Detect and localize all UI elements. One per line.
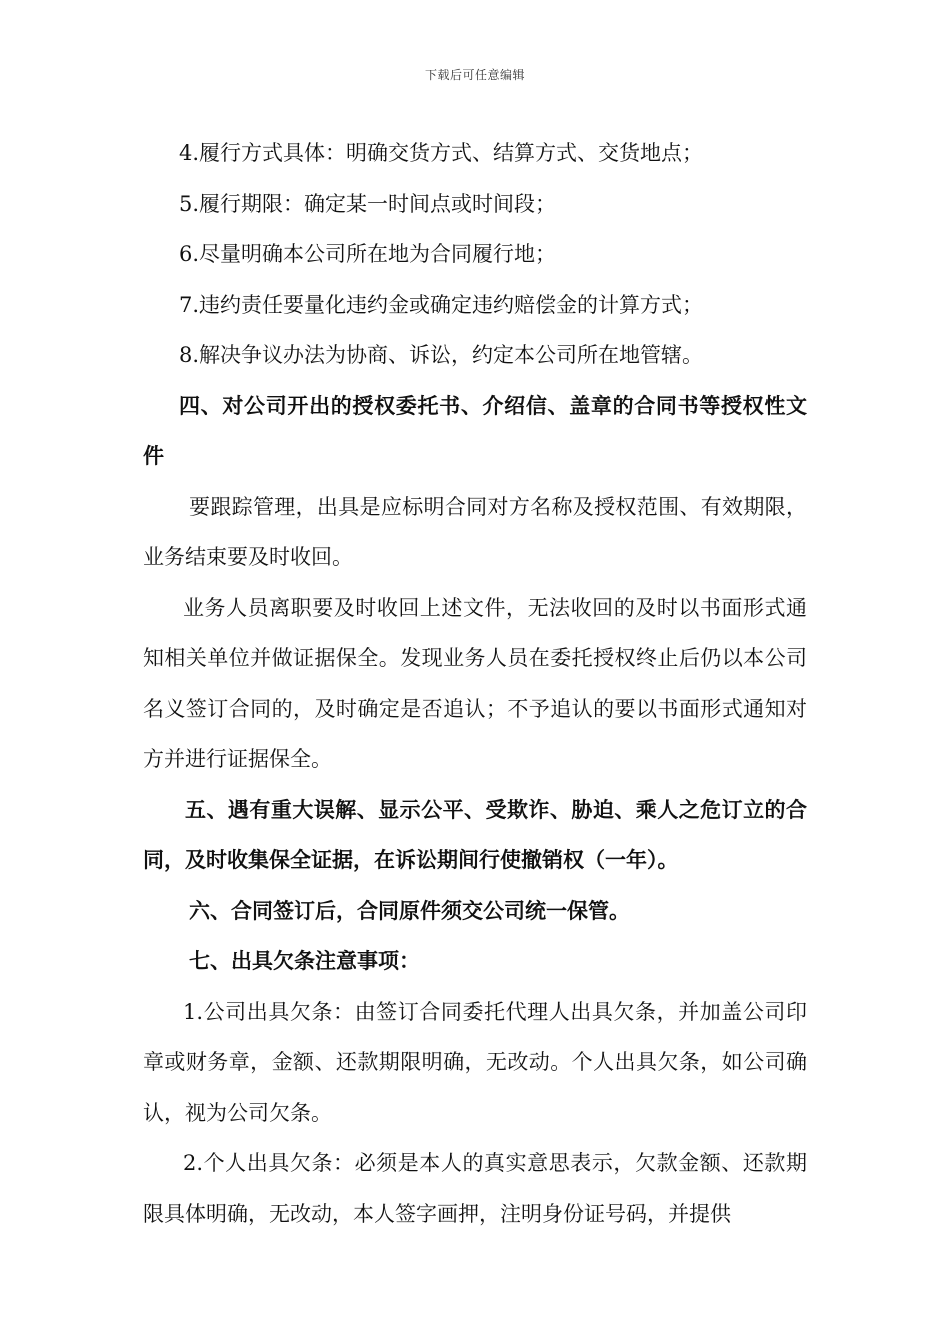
paragraph-item-7: 7.违约责任要量化违约金或确定违约赔偿金的计算方式；: [179, 292, 704, 317]
page-header-note: 下载后可任意编辑: [424, 68, 525, 82]
section-heading-4: 四、对公司开出的授权委托书、介绍信、盖章的合同书等授权性文件: [143, 392, 807, 468]
section-heading-6: 六、合同签订后，合同原件须交公司统一保管。: [189, 897, 630, 923]
section-heading-7: 七、出具欠条注意事项：: [189, 948, 420, 973]
paragraph-company-iou: 1.公司出具欠条：由签订合同委托代理人出具欠条，并加盖公司印章或财务章，金额、还款期限明确，无改动。个人出具欠条，如公司确认，视为公司欠条。: [143, 999, 807, 1125]
section-heading-5: 五、遇有重大误解、显示公平、受欺诈、胁迫、乘人之危订立的合同，及时收集保全证据，在诉讼期间行使撤销权（一年）。: [143, 796, 807, 872]
paragraph-item-5: 5.履行期限：确定某一时间点或时间段；: [179, 191, 557, 216]
paragraph-resignation: 业务人员离职要及时收回上述文件，无法收回的及时以书面形式通知相关单位并做证据保全。发现业务人员在委托授权终止后仍以本公司名义签订合同的，及时确定是否追认；不予追认的要以书面形式通知对方并进行证据保全。: [143, 595, 807, 771]
document-body: [143, 128, 807, 1239]
paragraph-tracking: 要跟踪管理，出具是应标明合同对方名称及授权范围、有效期限，业务结束要及时收回。: [143, 494, 807, 569]
paragraph-item-6: 6.尽量明确本公司所在地为合同履行地；: [179, 242, 557, 266]
paragraph-item-8: 8.解决争议办法为协商、诉讼，约定本公司所在地管辖。: [179, 343, 704, 367]
paragraph-item-4: 4.履行方式具体：明确交货方式、结算方式、交货地点；: [179, 141, 704, 165]
paragraph-personal-iou: 2.个人出具欠条：必须是本人的真实意思表示，欠款金额、还款期限具体明确，无改动，本人签字画押，注明身份证号码，并提供: [143, 1151, 807, 1226]
